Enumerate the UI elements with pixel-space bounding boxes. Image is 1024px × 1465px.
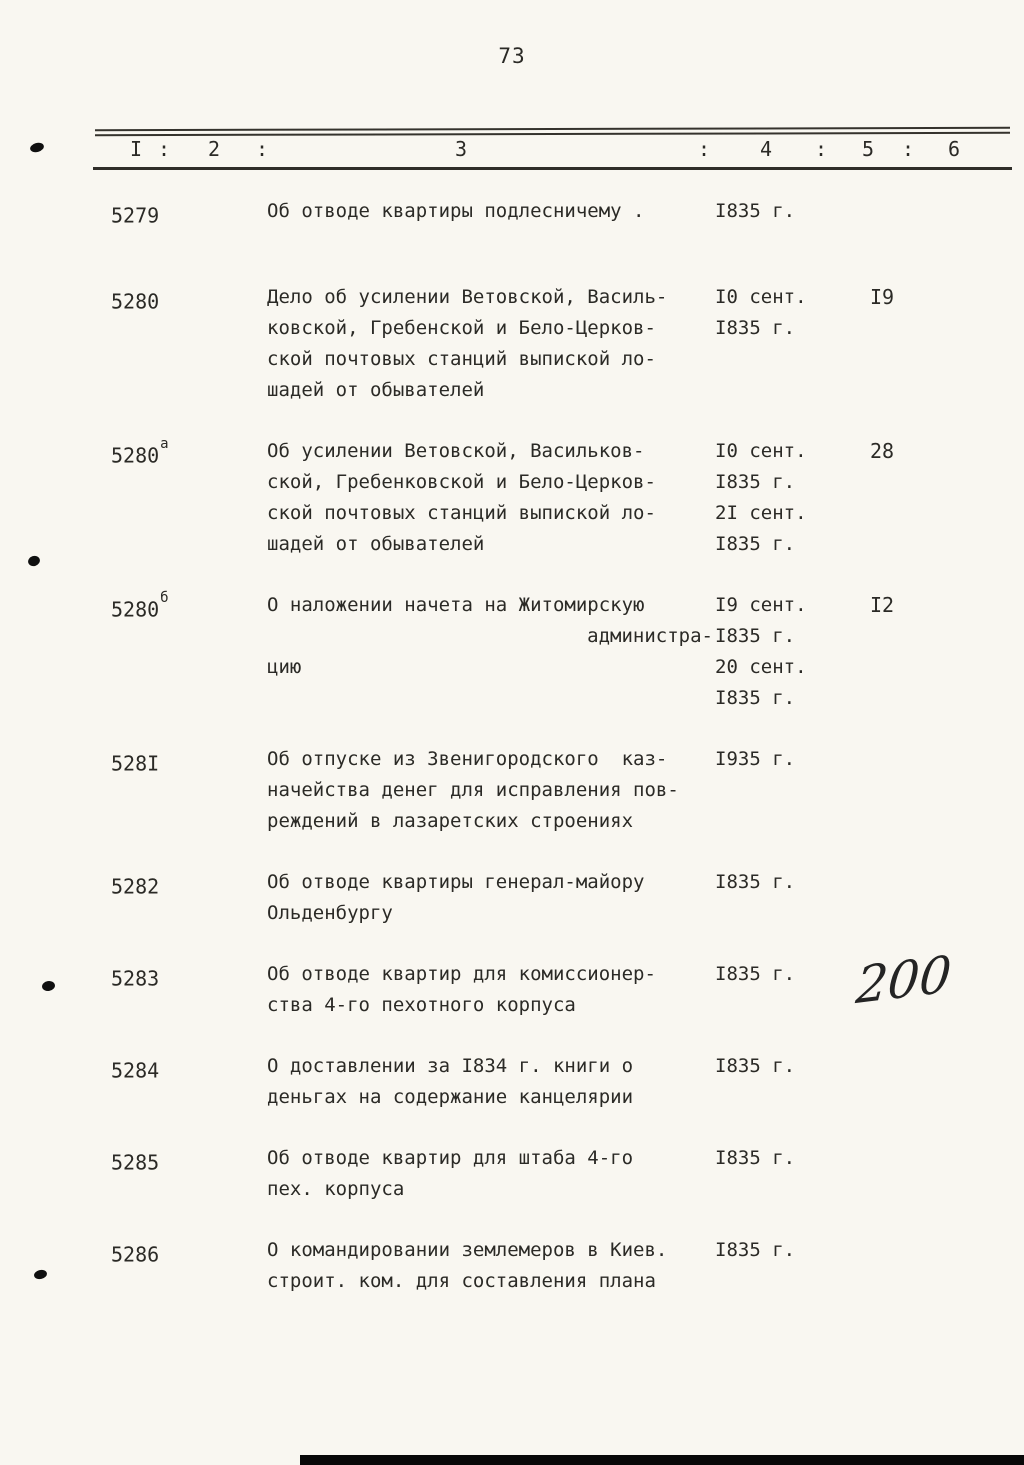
- entry-line: [267, 1082, 860, 1113]
- entry-line: [267, 898, 860, 929]
- entry-description: ской почтовых станций выпиской ло-: [267, 347, 656, 370]
- entry-description: ковской, Гребенской и Бело-Церков-: [267, 316, 656, 339]
- entry-date: [715, 806, 860, 837]
- entry-number: [95, 282, 267, 318]
- ink-mark: [41, 980, 56, 992]
- entry-line: [267, 282, 860, 313]
- entry-number: [95, 867, 267, 903]
- column-label-5: 5: [862, 137, 875, 161]
- column-label-6: 6: [948, 137, 961, 161]
- entry-count: 28: [870, 438, 895, 463]
- entry-body: [267, 196, 860, 227]
- entry-row: [95, 196, 1010, 232]
- entry-row: [95, 282, 1010, 406]
- entry-line: [267, 683, 860, 714]
- entry-line: [267, 1235, 860, 1266]
- entry-description: шадей от обывателей: [267, 532, 485, 555]
- entry-id-text: 5282: [111, 874, 160, 899]
- entry-id-text: 5279: [111, 203, 160, 228]
- ink-mark: [27, 554, 42, 568]
- entry-id-text: 5280: [111, 289, 160, 314]
- column-label-3: 3: [455, 137, 468, 161]
- entry-number: [95, 959, 267, 995]
- entry-line: [267, 344, 860, 375]
- entry-body: [267, 867, 860, 929]
- entry-date: I835 г.: [715, 532, 796, 555]
- entry-row: [95, 944, 1010, 1021]
- entry-description: Дело об усилении Ветовской, Василь-: [267, 285, 668, 308]
- entry-date: I835 г.: [715, 962, 796, 985]
- entry-description: О командировании землемеров в Киев.: [267, 1238, 668, 1261]
- register-list: [95, 196, 1010, 1327]
- entry-date: I835 г.: [715, 624, 796, 647]
- entry-date: I835 г.: [715, 470, 796, 493]
- entry-description: шадей от обывателей: [267, 378, 485, 401]
- entry-number: [95, 744, 267, 780]
- entry-date: [715, 1266, 860, 1297]
- column-label-4: 4: [760, 137, 773, 161]
- column-separator: :: [698, 137, 711, 161]
- page-number: 73: [498, 44, 526, 68]
- entry-row: [95, 436, 1010, 560]
- entry-row: [95, 867, 1010, 929]
- column-separator: :: [158, 137, 171, 161]
- entry-date: I835 г.: [715, 1146, 796, 1169]
- entry-date: I0 сент.: [715, 285, 807, 308]
- entry-line: [267, 1174, 860, 1205]
- entry-id-text: 5280: [111, 443, 160, 468]
- entry-description: Об отпуске из Звенигородского каз-: [267, 747, 668, 770]
- entry-number: [95, 436, 267, 472]
- entry-body: [267, 744, 860, 837]
- column-separator: :: [815, 137, 828, 161]
- header-rule-bottom: [93, 167, 1012, 170]
- entry-description: администра-: [587, 624, 713, 647]
- entry-date: 2I сент.: [715, 501, 807, 524]
- entry-row: [95, 1051, 1010, 1113]
- entry-number: [95, 590, 267, 626]
- entry-date: [715, 990, 860, 1021]
- entry-description: ства 4-го пехотного корпуса: [267, 993, 576, 1016]
- entry-date: [715, 375, 860, 406]
- entry-body: [267, 590, 860, 714]
- entry-line: [267, 313, 860, 344]
- entry-description: Об отводе квартир для комиссионер-: [267, 962, 656, 985]
- column-label-2: 2: [208, 137, 221, 161]
- entry-line: [267, 867, 860, 898]
- entry-description: [267, 683, 715, 714]
- entry-line: [267, 959, 860, 990]
- entry-row: [95, 1143, 1010, 1205]
- entry-description: начейства денег для исправления пов-: [267, 778, 679, 801]
- column-separator: :: [902, 137, 915, 161]
- entry-id-text: 5286: [111, 1242, 160, 1267]
- entry-body: [267, 1051, 860, 1113]
- entry-description: О наложении начета на Житомирскую: [267, 593, 645, 616]
- entry-row: [95, 744, 1010, 837]
- column-separator: :: [256, 137, 269, 161]
- entry-number: [95, 196, 267, 232]
- entry-date: [715, 344, 860, 375]
- ink-mark: [33, 1269, 48, 1281]
- entry-description: деньгах на содержание канцелярии: [267, 1085, 634, 1108]
- entry-id-text: 5283: [111, 966, 160, 991]
- entry-date: 20 сент.: [715, 655, 807, 678]
- entry-description: О доставлении за I834 г. книги о: [267, 1054, 634, 1077]
- entry-line: [267, 529, 860, 560]
- entry-line: [267, 1266, 860, 1297]
- entry-date: I835 г.: [715, 870, 796, 893]
- entry-body: [267, 436, 860, 560]
- entry-description: Об отводе квартиры подлесничему .: [267, 200, 645, 222]
- entry-line: [267, 590, 860, 621]
- entry-body: [267, 959, 860, 1021]
- entry-date: I835 г.: [715, 686, 796, 709]
- entry-count: I9: [870, 284, 895, 309]
- entry-line: [267, 1143, 860, 1174]
- entry-body: [267, 1235, 860, 1297]
- entry-date: I835 г.: [715, 1238, 796, 1261]
- entry-description: цию: [267, 655, 302, 678]
- entry-line: [267, 744, 860, 775]
- entry-date: I935 г.: [715, 747, 796, 770]
- ink-mark: [29, 141, 45, 153]
- entry-date: [715, 1082, 860, 1113]
- entry-number: [95, 1051, 267, 1087]
- entry-line: [267, 652, 860, 683]
- entry-date: [715, 1174, 860, 1205]
- entry-id-text: 5284: [111, 1058, 160, 1083]
- entry-number-sup: б: [160, 589, 169, 606]
- entry-line: [267, 990, 860, 1021]
- entry-row: [95, 1235, 1010, 1297]
- entry-date: [715, 775, 860, 806]
- entry-description: ской, Гребенковской и Бело-Церков-: [267, 470, 656, 493]
- entry-count: I2: [870, 592, 895, 617]
- entry-line: [267, 775, 860, 806]
- entry-description: реждений в лазаретских строениях: [267, 809, 634, 832]
- entry-description: пех. корпуса: [267, 1177, 405, 1200]
- entry-description: Об отводе квартир для штаба 4-го: [267, 1146, 634, 1169]
- entry-body: [267, 1143, 860, 1205]
- table-header: [95, 120, 1010, 170]
- entry-line: [267, 621, 860, 652]
- entry-line: [267, 375, 860, 406]
- entry-number: [95, 1143, 267, 1179]
- handwritten-annotation: 200: [853, 944, 954, 1016]
- column-label-1: I: [130, 137, 143, 161]
- entry-date: I9 сент.: [715, 593, 807, 616]
- entry-description: Об отводе квартиры генерал-майору: [267, 870, 645, 893]
- entry-line: [267, 436, 860, 467]
- entry-date: I835 г.: [715, 316, 796, 339]
- entry-body: [267, 282, 860, 406]
- entry-number-sup: а: [160, 435, 169, 452]
- scan-edge-bar: [300, 1455, 1024, 1465]
- entry-description: Ольденбургу: [267, 901, 393, 924]
- entry-date: I835 г.: [715, 200, 796, 222]
- entry-description: строит. ком. для составления плана: [267, 1269, 656, 1292]
- entry-date: [715, 898, 860, 929]
- entry-line: [267, 806, 860, 837]
- entry-description: Об усилении Ветовской, Васильков-: [267, 439, 645, 462]
- entry-count: [853, 944, 1010, 1016]
- entry-row: [95, 590, 1010, 714]
- entry-line: [267, 1051, 860, 1082]
- entry-id-text: 528I: [111, 751, 160, 776]
- entry-number: [95, 1235, 267, 1271]
- entry-date: I0 сент.: [715, 439, 807, 462]
- entry-id-text: 5280: [111, 597, 160, 622]
- entry-id-text: 5285: [111, 1150, 160, 1175]
- entry-line: [267, 467, 860, 498]
- entry-line: [267, 498, 860, 529]
- entry-description: ской почтовых станций выпиской ло-: [267, 501, 656, 524]
- header-rule-top: [95, 127, 1010, 136]
- entry-date: I835 г.: [715, 1054, 796, 1077]
- entry-line: [267, 196, 860, 227]
